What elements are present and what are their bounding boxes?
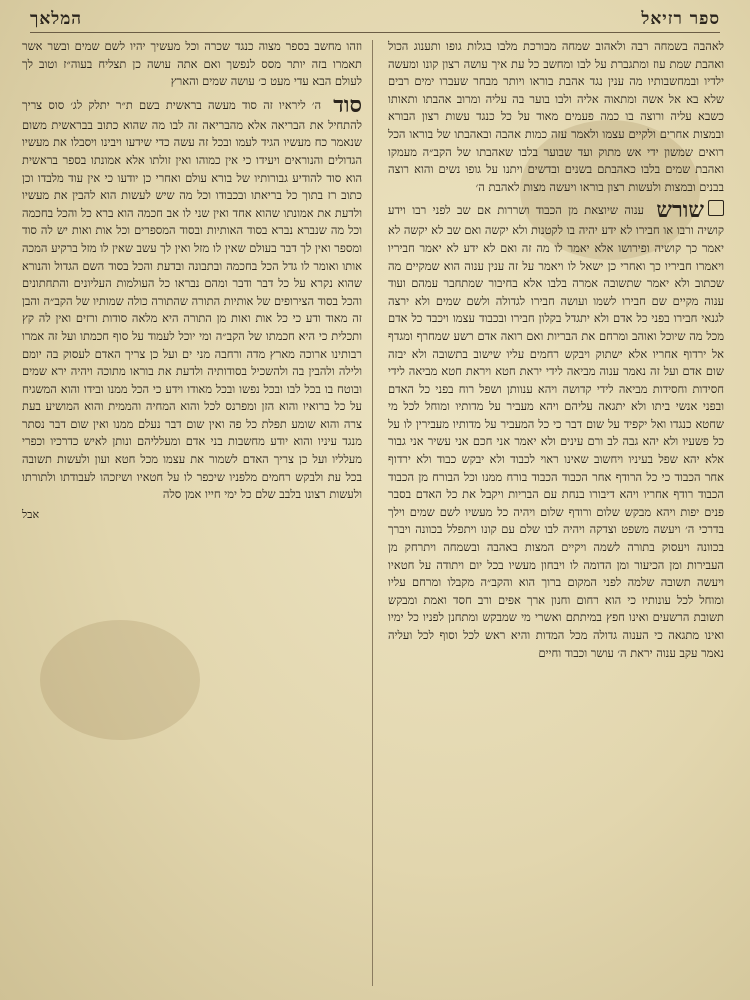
right-column [388,38,724,992]
column-divider [372,40,373,986]
section-lead-word: שורש [656,197,705,224]
paragraph: וזהו מחשב בספר מצוה כנגד שכרה וכל מעשיך יהיו לשם שמים ובשר אשר תאמרו בזה יותר מסס לנפשך ואם אתה עושה כן תצליח בעוה״ז וטוב לך לעולם הבא עדי מעט כ׳ עושה שמים והארץ [22,39,362,89]
section-lead-word: סוד [333,91,362,118]
section-text: ה׳ ליראיו זה סוד מעשה בראשית בשם ת״ר יתלק לג׳ סוס צריך להתחיל את הבריאה אלא מהבריאה זה לבו מה שהוא כתוב בבראשית משום שנאמר כח מעשיו הגיד לעמו ובכל זה עשה כדי שידעו ויבינו ויסבלו את מעשיו הגדולים והנוראים ויעידו כי אין כמוהו ואין זולתו אלא אמונתו בספר בראשית הוא סוד להודיע גבורותיו של בורא עולם ואחרי כן יודעו כי אין עוד מלבדו וכן כתוב רז בתוך כל בריאתו ובכבודו וכל מה שיש לעשות הוא להבין את מעשיו ולדעת את אמונתו שהוא אחד ואין שני לו אב חכמה הוא ברא כל והכל בחכמה וכל מה שנברא נברא בסוד האותיות ובסוד המספרים וכל אות ואות יש לה סוד ומספר ואין לך דבר בעולם שאין לו מזל ואין לך עשב שאין לו מזל ברקיע המכה אותו ואומר לו גדל הכל בחכמה ובתבונה ובדעת והכל בסוד השם הגדול והנורא שהוא נקרא על כל דבר ודבר ומהם נבראו כל העולמות העליונים והתחתונים והכל בסוד הצירופים של אותיות התורה שהתורה כולה שמותיו של הקב״ה והבן זה מאוד ודע כי כל אות ואות מן התורה היא מלאה סודות ורזים ואין לה קץ ותכלית כי היא חכמתו של הקב״ה ומי יוכל לעמוד על סוף חכמתו ועל זה אמרו רבותינו ארוכה מארץ מדה ורחבה מני ים ועל כן צריך האדם לעסוק בה יומם ולילה ולהבין בה ולהשכיל בסודותיה ולדעת את בוראו מתוכה ויהיה ירא שמים ובוטח בו בכל לבו ובכל נפשו ובכל מאודו וידע כי הכל ממנו ובידו והוא המשגיח על כל ברואיו והוא הזן ומפרנס לכל והוא המחיה והממית והוא המושיע בעת צרה והוא שומע תפלת כל פה ואין שום דבר נעלם ממנו ואין שום דבר נסתר מנגד עיניו והוא יודע מחשבות בני אדם ומעלליהם ונותן לאיש כדרכיו וכפרי מעלליו ועל כן צריך האדם לשמור את עצמו מכל חטא ועון ולעשות תשובה בכל עת ולבקש רחמים מלפניו שיכפר לו על חטאיו ושיזכהו לעבודתו ולתורתו ולעשות רצונו בלבב שלם כל ימי חייו אמן סלה [22,97,362,502]
section-marker-icon [708,200,724,216]
section-text: ענוה שיוצאת מן הכבוד ושררות אם שב לפני רבו וידע קושיה ורבו או חבירו לא ידע יהיה בו לקטנות ולא יקשה ואם שב לא יקשה לא יאמר כך קושיה ופירושו אלא יאמר לו מה זה ואם לא ידע לא יאמר חביריו ויאמרו חביריו כך ואחרי כן ישאל לו ויאמר על זה ענין ענוה הוא שמקיים מה שכתוב ולא יאמר שתשובה אמרה בלבו אלא בחיבור שמתחבר עמהם ועוד ענוה מקיים שם חבירו לשמו ועושה חבירו לגדולה ולשם שמים ולא ירצה לגנאי חבירו בפני כל אדם ולא יתגדל בקלון חבירו ובכבוד עצמו ויכבד כל אדם מכל מה שיוכל ואוהב ומרחם את הבריות ואם רואה אדם רשע שמחרף ומגדף אל ירדוף אחריו אלא ישתוק ויבקש רחמים עליו שישוב בתשובה ולא יבזה שום אדם ועל זה נאמר ענוה מביאה לידי יראת חטא ויראת חטא מביאה לידי חסידות וחסידות מביאה לידי קדושה ויהא ענוותן ושפל רוח בפני כל האדם ובפני אנשי ביתו ולא יתגאה עליהם ויהא מעביר על מדותיו ומוחל לכל מי שחטא כנגדו ואל יקפיד על שום דבר כי כל המעביר על מדותיו מעבירין לו על כל פשעיו ולא יהא גבה לב ורם עינים ולא יאמר אני חכם אני עשיר אני גבור אלא יהא שפל בעיניו ויחשוב שאינו ראוי לכבוד ולא יבקש כבוד ולא ירדוף אחר הכבוד כי כל הרודף אחר הכבוד הכבוד בורח ממנו וכל הבורח מן הכבוד הכבוד רודף אחריו ויהא דיבורו בנחת עם הבריות ויקבל את כל האדם בסבר פנים יפות ויהא מבקש שלום ורודף שלום ויהיה כל מעשיו לשם שמים וילך בדרכי ה׳ ויעשה משפט וצדקה ויהיה לבו שלם עם קונו ויתפלל בכוונה ויברך בכוונה ויעסוק בתורה לשמה ויקיים המצות באהבה ובשמחה ויתרחק מן העבירות ומן הכיעור ומן הדומה לו ויבחון מעשיו בכל יום ויתודה על חטאיו ויעשה תשובה שלמה לפני המקום ברוך הוא והקב״ה מקבלו ומרחם עליו ומוחל לכל עונותיו כי הוא רחום וחנון ארך אפים ורב חסד ואמת ומבקש תשובת הרשעים ואינו חפץ במיתתם ואשרי מי שמבקש ומתחנן לפניו כל ימיו ואינו מתגאה כי הענוה גדולה מכל המדות והיא ראש לכל וסוף לכל ועליה נאמר עקב ענוה יראת ה׳ עושר וכבוד וחיים [388,203,724,660]
page-header [30,6,720,33]
shoresh-section [388,198,724,662]
book-title: ספר רזיאל [641,9,720,29]
section-title: המלאך [30,9,83,29]
left-column [22,38,362,992]
catchword: אבל [22,507,40,521]
sod-section [22,93,362,504]
paragraph: לאהבה בשמחה רבה ולאהוב שמחה מבורכת מלבו בגלות גופו ותענוג הכול ואהבת שמת עוז ומתגברת על לבו ומחשב כל עת איך עושה רצון קונו ומעשה ילדיו ובמחשבותיו מה ענין נגד אהבת בוראו ויותר מבחר שעברו ימים רבים שלא בא אל אשה ומתאוה אליה ולבו בוער בה עליה ומרוב אהבתו ותאותו כשבא עליה ורוצה בו כמה פעמים מאוד על כל כנגד עשות רצון הבורא ובמצות אחרים ולקיים עצמו ולאמר עזה כמות אהבה ובאהבתו של בוראו הכל רואים שמשון ידי אש מתוק ועד שבוער בלבו שאהבתו של הקב״ה מעמקו ואהבת שמים בלבו כאהבתם בשנים ובדשים ויתנו על גופו נשים והוא רוצה בבנים ובמצות ולעשות רצון בוראו ויעשה מצות לאהבת ה׳ [388,39,724,194]
